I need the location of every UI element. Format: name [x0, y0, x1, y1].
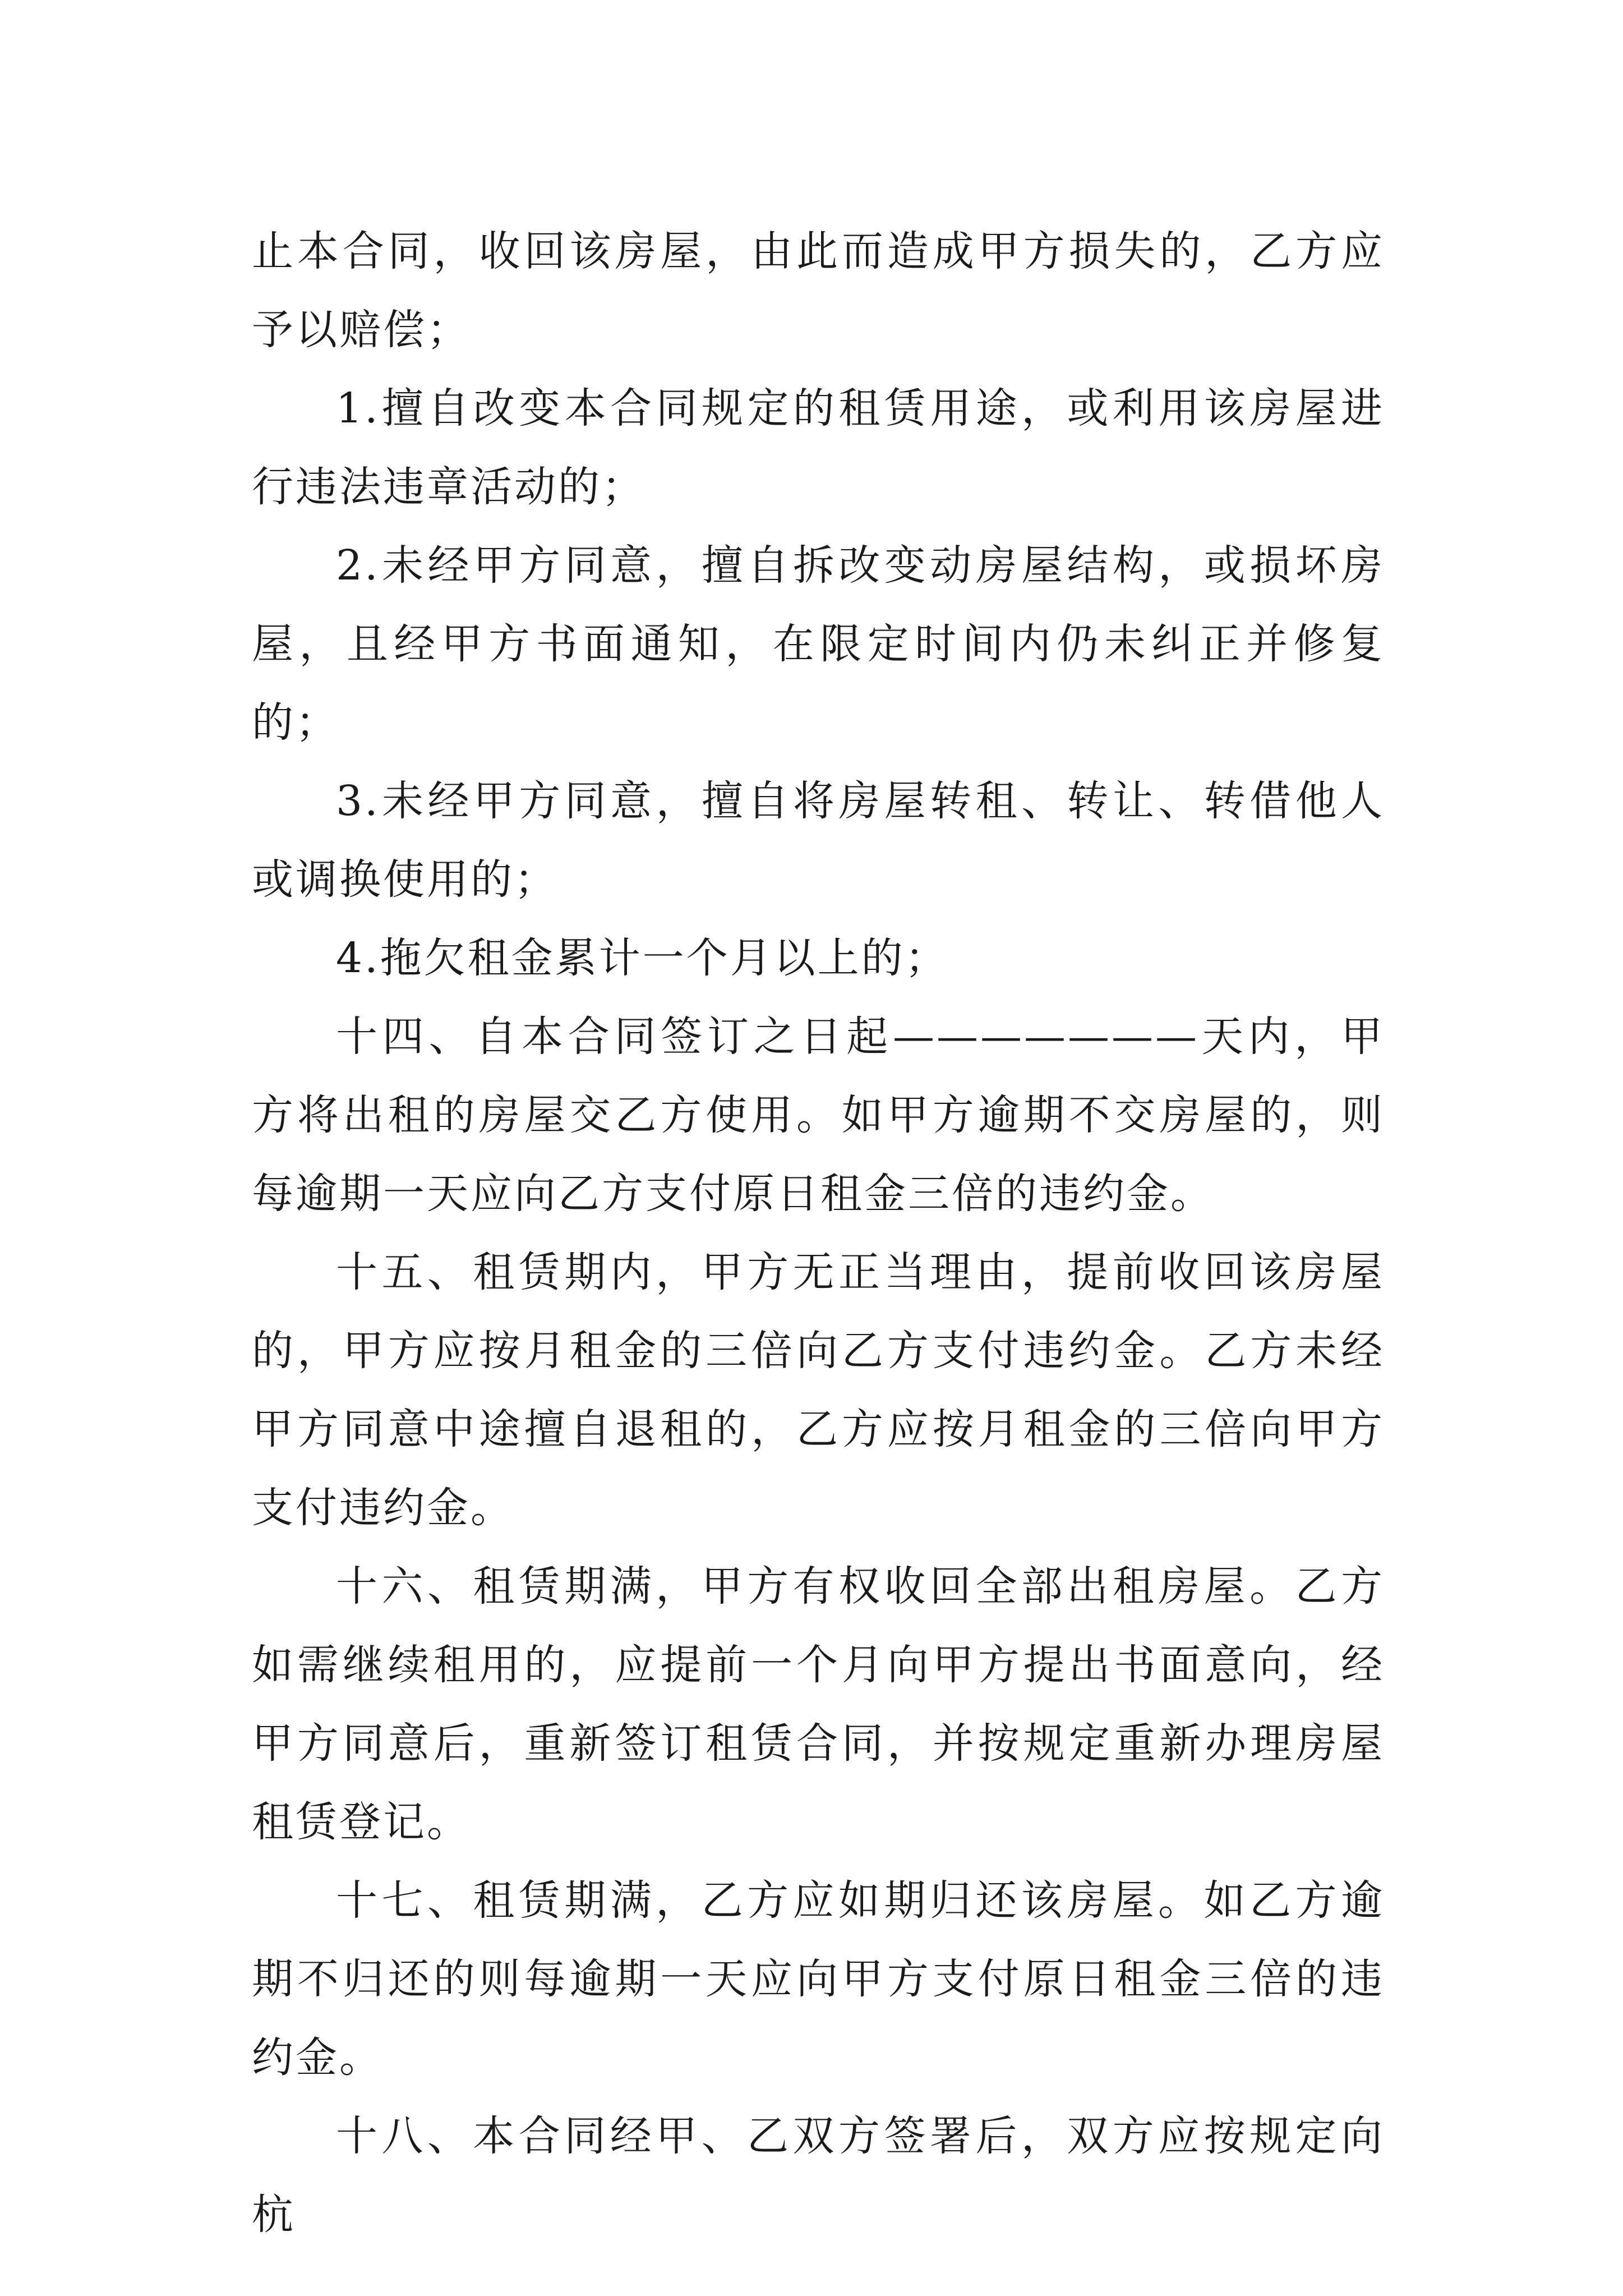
paragraph-article-16: 十六、租赁期满，甲方有权收回全部出租房屋。乙方如需继续租用的，应提前一个月向甲方提出书面意向，经甲方同意后，重新签订租赁合同，并按规定重新办理房屋租赁登记。 [252, 1562, 1385, 1846]
paragraph-clause-1: 1.擅自改变本合同规定的租赁用途，或利用该房屋进行违法违章活动的； [252, 384, 1385, 511]
paragraph-clause-3: 3.未经甲方同意，擅自将房屋转租、转让、转借他人或调换使用的； [252, 777, 1385, 904]
paragraph-article-15: 十五、租赁期内，甲方无正当理由，提前收回该房屋的，甲方应按月租金的三倍向乙方支付违约金。乙方未经甲方同意中途擅自退租的，乙方应按月租金的三倍向甲方支付违约金。 [252, 1248, 1385, 1532]
paragraph-termination-intro: 止本合同，收回该房屋，由此而造成甲方损失的，乙方应予以赔偿； [252, 227, 1385, 354]
paragraph-article-17: 十七、租赁期满，乙方应如期归还该房屋。如乙方逾期不归还的则每逾期一天应向甲方支付原日租金三倍的违约金。 [252, 1876, 1385, 2082]
paragraph-clause-4: 4.拖欠租金累计一个月以上的； [336, 934, 949, 982]
paragraph-article-14: 十四、自本合同签订之日起———————天内，甲方将出租的房屋交乙方使用。如甲方逾期不交房屋的，则每逾期一天应向乙方支付原日租金三倍的违约金。 [252, 1013, 1385, 1218]
document-body [252, 212, 1385, 2254]
paragraph-article-18: 十八、本合同经甲、乙双方签署后，双方应按规定向杭 [252, 2112, 1385, 2239]
paragraph-clause-2: 2.未经甲方同意，擅自拆改变动房屋结构，或损坏房屋，且经甲方书面通知，在限定时间内仍未纠正并修复的； [252, 541, 1385, 747]
